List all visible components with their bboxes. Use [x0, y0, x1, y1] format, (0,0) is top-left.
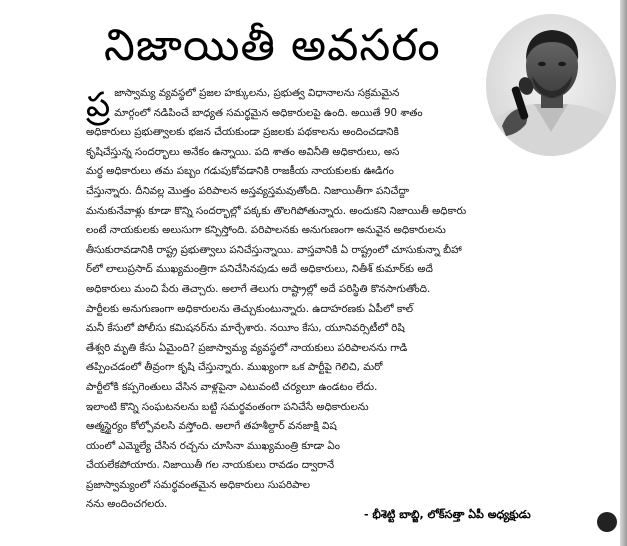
body-line: కృషిచేస్తున్న సందర్భాలు అనేకం ఉన్నాయి. పది శాతం అవినీతి అధికారులు, అస: [86, 145, 400, 158]
body-line: యంలో ఎమ్మెల్యే చేసిన రచ్చను చూసినా ముఖ్యమంత్రి కూడా ఏం: [86, 439, 340, 452]
byline: - భీశెట్టి బాబ్జి, లోక్‌సత్తా ఏపీ అధ్యక్షుడు: [364, 508, 531, 521]
body-line: మర్థ అధికారులు తమ పబ్బం గడుపుకోవడానికి రాజకీయ నాయకులకు ఊడిగం: [86, 165, 394, 178]
body-line: మార్గంలో నడిపించే బాధ్యత సమర్థమైన అధికారులపై ఉంది. అయితే 90 శాతం: [114, 106, 423, 119]
body-line: తేశ్వరి మృతి కేసు ఏమైంది? ప్రజాస్వామ్య వ్యవస్థలో నాయకులు పరిపాలనను గాడి: [86, 341, 408, 354]
body-line: అధికారులు మంచి పేరు తెచ్చారు. అలాగే తెలుగు రాష్ట్రాల్లో అదే పరిస్థితి కొనసాగుతోంది.: [86, 282, 431, 295]
body-line: తీసుకురావడానికి రాష్ట్ర ప్రభుత్వాలు పనిచేస్తున్నాయి. వాస్తవానికి ఏ రాష్ట్రంలో చూసుకున్నా బీహా: [86, 243, 462, 256]
body-line: లంటే నాయకులకు అలుసుగా కన్పిస్తోంది. పరిపాలనకు అనుగుణంగా అనువైన అధికారులను: [86, 224, 446, 237]
end-mark-icon: [597, 512, 617, 532]
article-body: [86, 84, 488, 515]
body-line: జాస్వామ్య వ్యవస్థలో ప్రజల హక్కులను, ప్రభుత్వ విధానాలను సక్రమమైన: [114, 87, 400, 99]
body-line: నను అందించగలరు.: [86, 498, 168, 511]
body-line: ప్రజాస్వామ్యంలో సమర్థవంతమైన అధికారులు సుపరిపాల: [86, 478, 311, 491]
body-line: చేయలేకపోయారు. నిజాయితీ గల నాయకులు రావడం ద్వారానే: [86, 459, 335, 472]
body-line: పార్టీలోకి కప్పగెంతులు వేసిన వాళ్లపైనా ఎటువంటి చర్యలూ ఉండటం లేదు.: [86, 380, 378, 393]
body-line: మనుకునేవాళ్లు కూడా కొన్ని సందర్భాల్లో పక్కకు తొలగిపోతున్నారు. అందుకని నిజాయితీ అధికారు: [86, 204, 467, 217]
body-line: మనీ కేసులో పోలీసు కమిషనర్‌ను మార్చేశారు. నయీం కేసు, యూనివర్సిటీలో రిషి: [86, 322, 405, 335]
body-line: ఆత్మస్థైర్యం కోల్పోవలసి వస్తోంది. అలాగే తహశీల్దార్ వనజాక్షి విష: [86, 420, 337, 433]
body-line: తప్పించడంలో తీవ్రంగా కృషి చేస్తున్నారు. ముఖ్యంగా ఒక పార్టీపై గెలిచి, మరో: [86, 361, 383, 374]
dropcap: ప్ర: [86, 85, 111, 125]
body-line: పార్టీలకు అనుగుణంగా అధికారులను తెచ్చుకుంటున్నారు. ఉదాహరణకు ఏపీలో కాల్: [86, 302, 414, 315]
body-line: అధికారులు ప్రభుత్వాలకు భజన చేయకుండా ప్రజలకు పథకాలను అందించడానికి: [86, 126, 399, 139]
author-photo: [486, 14, 616, 156]
body-line: ర్‌లో లాలుప్రసాద్ ముఖ్యమంత్రిగా పనిచేసినపుడు అదే అధికారులు, నితీశ్ కుమార్‌కు అదే: [86, 263, 433, 276]
body-line: చేస్తున్నారు. దీనివల్ల మొత్తం పరిపాలన అస్తవ్యస్తమవుతోంది. నిజాయితీగా పనిచేద్దా: [86, 184, 410, 197]
body-line: ఇలాంటి కొన్ని సంఘటనలను బట్టి సమర్థవంతంగా పనిచేసే అధికారులను: [86, 400, 369, 413]
clipping-edge: [620, 0, 627, 546]
headline: నిజాయితీ అవసరం: [104, 20, 441, 71]
